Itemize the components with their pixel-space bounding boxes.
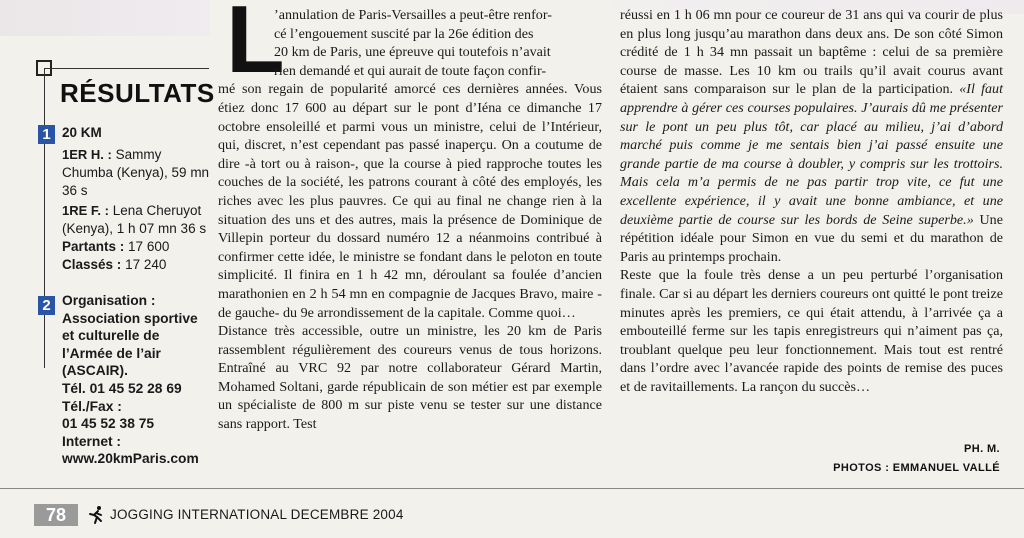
starters-count <box>62 238 210 256</box>
drop-line-1: ’annulation de Paris-Versailles a peut-être renfor- <box>274 7 552 23</box>
starters-value: 17 600 <box>128 239 170 254</box>
photo-credit: PHOTOS : EMMANUEL VALLÉ <box>833 462 1000 474</box>
adjacent-page-bleed <box>0 0 210 36</box>
starters-label: Partants : <box>62 239 125 254</box>
author-signature: PH. M. <box>963 443 1000 455</box>
footer-divider <box>0 488 1024 489</box>
organisation-name: Association sportive et culturelle de l’Armée de l’air (ASCAIR). <box>62 310 198 379</box>
organisation-section <box>62 292 210 468</box>
fax-label: Tél./Fax : <box>62 398 122 414</box>
phone-line: Tél. 01 45 52 28 69 <box>62 380 182 396</box>
sidebar-title: RÉSULTATS <box>60 78 215 108</box>
article-paragraph-1 <box>218 0 602 322</box>
page-number: 78 <box>34 504 78 526</box>
men-winner-label: 1ER H. : <box>62 147 112 162</box>
article-paragraph-4: Reste que la foule très dense a un peu perturbé l’organisation finale. Car si au départ les derniers coureurs ont quitté le pont treize minutes après les premiers, ce qui était attendu, à l’arrivée ça a embouteillé ferme sur les tapis enregistreurs qui n’aiment pas ça, troublant quelque peu leur fonctionnement. Mais tout est rentré dans l’ordre avec l’avancée rapide des points de remise des puces et de ravitaillements. La rançon du succès… <box>620 267 1003 395</box>
article-paragraph-3 <box>620 6 1003 266</box>
men-winner-text: Sammy Chumba (Kenya), 59 mn 36 s <box>62 147 210 198</box>
men-winner <box>62 146 210 200</box>
drop-line-4: rien demandé et qui aurait de toute façon confir- <box>274 62 547 79</box>
paragraph-3-text: réussi en 1 h 06 mn pour ce coureur de 31 ans qui va courir de plus en plus long jusqu’au marathon dans deux ans. De son côté Simon crédité de 1 h 34 mn passait un baptême : celui de sa première course de masse. Les 10 km ou trails qu’il avait courus avant étaient sans comparaison sur le plan de la participation. <box>620 7 1003 98</box>
article-paragraph-2: Distance très accessible, outre un ministre, les 20 km de Paris rassemblent régulièrement des coureurs venus de tous horizons. Entraîné au VRC 92 par notre collaborateur Gérard Martin, Mohamed Soltani, garde républicain de son métier est par exemple un spécialiste de 800 m sur piste venu se tester sur une distance sans rapport. Test <box>218 323 602 433</box>
drop-cap: L <box>226 0 282 93</box>
drop-line-2: cé l’engouement suscité par la 26e édition des <box>274 25 534 42</box>
drop-line-3: 20 km de Paris, une épreuve qui toutefois n’avait <box>274 44 551 61</box>
finishers-label: Classés : <box>62 257 122 272</box>
women-winner-text: Lena Cheruyot (Kenya), 1 h 07 mn 36 s <box>62 203 207 236</box>
results-section <box>62 124 210 274</box>
paragraph-1-rest: mé son regain de popularité amorcé ces dernières années. Vous étiez donc 17 600 au départ sur le pont d’Iéna ce dimanche 17 octobre ensoleillé et parmi vous un ministre, celui de l’Intérieur, qui, discret, n’est cependant pas passé inaperçu. On a coutume de dire -à tort ou à raison-, que la course à pied rapproche toutes les couches de la société, les patrons courant à côté des employés, les riches avec les plus pauvres. Ce qui au final ne change rien à la situation des uns et des autres, mais la présence de Dominique de Villepin porteur du dossard numéro 12 a néanmoins contribué à confirmer cette idée, le ministre se fondant dans le peloton en toute simplicité. Il finira en 1 h 42 mn, déroulant sa foulée d’ancien marathonien en 2 h 54 mn en compagnie de Jacques Bravo, maire -de gauche- du 9e arrondissement de la capitale. Comme quoi… <box>218 81 602 321</box>
race-distance-heading: 20 KM <box>62 125 102 140</box>
sidebar-left-rule <box>44 68 45 368</box>
finishers-count <box>62 256 210 274</box>
internet-label: Internet : <box>62 433 122 449</box>
section-number-2: 2 <box>38 296 55 315</box>
women-winner <box>62 202 210 238</box>
website-link[interactable]: www.20kmParis.com <box>62 451 199 467</box>
runner-icon <box>86 505 106 525</box>
fax-value: 01 45 52 38 75 <box>62 416 155 432</box>
sidebar-top-rule <box>44 68 209 69</box>
article-column-1 <box>218 0 602 434</box>
women-winner-label: 1RE F. : <box>62 203 109 218</box>
organisation-label: Organisation : <box>62 293 156 308</box>
simon-quote: «Il faut apprendre à gérer ces courses populaires. J’aurais dû me présenter sur le pont un peu plus tôt, car placé au milieu, j’ai d’abord marché puis comme je me sentais bien j’ai passé ensuite une grande partie de ma course à doubler, y compris sur les trottoirs. Mais cela m’a permis de ne pas partir trop vite, ce fut une excellente expérience, il y avait une bonne ambiance, et une deuxième partie de course sur les bords de Seine superbe.» <box>620 81 1003 228</box>
paragraph-3-end: Une répétition idéale pour Simon en vue du semi et du marathon de Paris au printemps prochain. <box>620 211 1003 265</box>
article-column-2 <box>620 6 1003 396</box>
section-number-1: 1 <box>38 125 55 144</box>
magazine-issue: JOGGING INTERNATIONAL DECEMBRE 2004 <box>110 507 404 522</box>
finishers-value: 17 240 <box>125 257 167 272</box>
